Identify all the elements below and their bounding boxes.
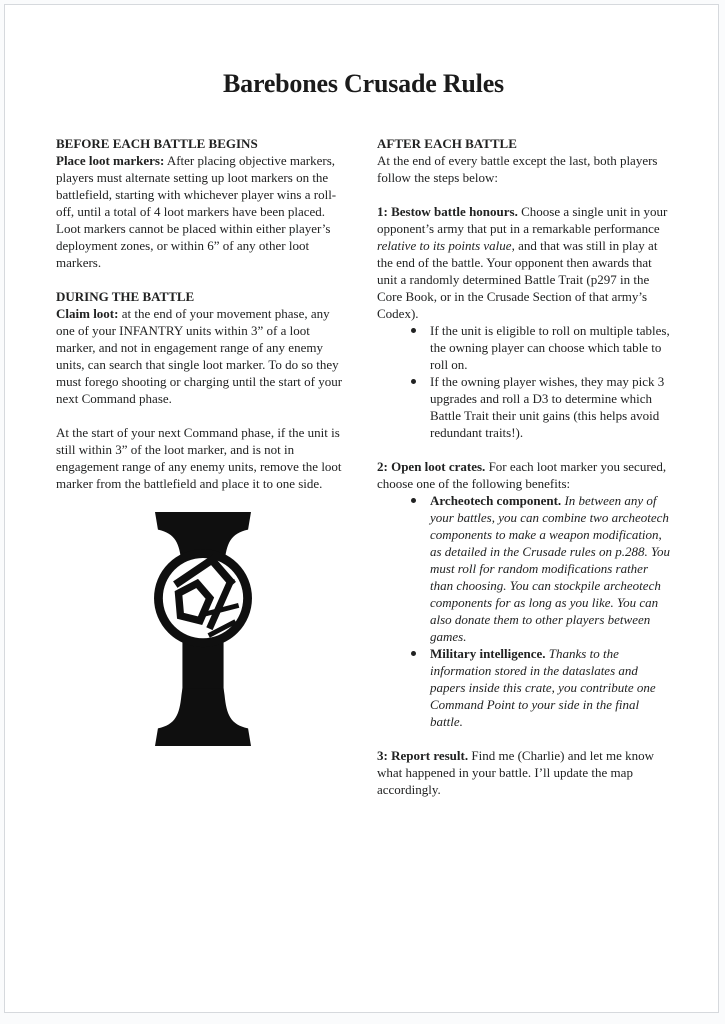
- bold-lead-step2: 2: Open loot crates.: [377, 459, 486, 474]
- paragraph-text: , and that was still in play at the end of the battle. Your opponent then awards that unit a randomly determined Battle Trait (p297 in the Core Book, or in the Crusade Section of that army’s Codex).: [377, 238, 658, 321]
- list-item-text: If the unit is eligible to roll on multiple tables, the owning player can choose which table to roll on.: [430, 323, 670, 372]
- paragraph-text: After placing objective markers, players must alternate setting up loot markers on the battlefield, starting with whichever player wins a roll-off, until a total of 4 loot markers have been placed. Loot markers cannot be placed within either player’s deployment zones, or within 6” of any other loot markers.: [56, 153, 337, 270]
- list-item-multiple-tables: [410, 322, 671, 373]
- bold-lead-step1: 1: Bestow battle honours.: [377, 204, 518, 219]
- document-content: [5, 5, 718, 815]
- page-title: Barebones Crusade Rules: [223, 69, 504, 98]
- italic-points-value: relative to its points value: [377, 238, 512, 253]
- inquisitorial-column-icon: [149, 509, 257, 749]
- paragraph-step3-report-result: [377, 747, 671, 798]
- step2-bullet-list: [377, 492, 671, 730]
- right-column: [377, 135, 671, 815]
- heading-during-the-battle: DURING THE BATTLE: [56, 289, 195, 304]
- heading-after-each-battle: AFTER EACH BATTLE: [377, 136, 517, 151]
- paragraph-claim-loot: [56, 305, 350, 407]
- bold-lead-step3: 3: Report result.: [377, 748, 469, 763]
- bold-lead-archeotech: Archeotech component.: [430, 493, 562, 508]
- bold-lead-military: Military intelligence.: [430, 646, 546, 661]
- heading-before-each-battle-begins: BEFORE EACH BATTLE BEGINS: [56, 136, 258, 151]
- paragraph-text: For each loot marker you secured, choose one of the following benefits:: [377, 459, 667, 491]
- two-column-layout: [56, 135, 671, 815]
- italic-archeotech-text: In between any of your battles, you can combine two archeotech components to make a weapon modification, as detailed in the Crusade rules on p.288. You must roll for random modifications rather than choosing. You can stockpile archeotech components for as long as you like. You can also donate them to other players between games.: [430, 493, 671, 644]
- list-item-text: If the owning player wishes, they may pick 3 upgrades and roll a D3 to determine which Battle Trait their unit gains (this helps avoid redundant traits!).: [430, 374, 665, 440]
- paragraph-text: at the end of your movement phase, any one of your INFANTRY units within 3” of a loot marker, and not in engagement range of any enemy units, can search that single loot marker. To do so they must forego shooting or charging until the start of your next Command phase.: [56, 306, 343, 406]
- paragraph-step2-open-loot-crates: [377, 458, 671, 492]
- list-item-archeotech-component: [410, 492, 671, 645]
- logo-container: [56, 509, 350, 749]
- bold-lead-claim-loot: Claim loot:: [56, 306, 119, 321]
- paragraph-place-loot-markers: [56, 152, 350, 271]
- bold-lead-place-loot-markers: Place loot markers:: [56, 153, 165, 168]
- paragraph-step1-bestow-battle-honours: [377, 203, 671, 322]
- italic-military-text: Thanks to the information stored in the dataslates and papers inside this crate, you contribute one Command Point to your side in the final battle.: [430, 646, 656, 729]
- document-page: [4, 4, 719, 1013]
- list-item-pick-upgrades: [410, 373, 671, 441]
- paragraph-text: Choose a single unit in your opponent’s army that put in a remarkable performance: [377, 204, 668, 236]
- paragraph-intro: At the end of every battle except the last, both players follow the steps below:: [377, 153, 658, 185]
- left-column: [56, 135, 350, 815]
- list-item-military-intelligence: [410, 645, 671, 730]
- step1-bullet-list: [377, 322, 671, 441]
- paragraph-text: Find me (Charlie) and let me know what happened in your battle. I’ll update the map accordingly.: [377, 748, 655, 797]
- paragraph-command-phase: At the start of your next Command phase, if the unit is still within 3” of the loot marker, and is not in engagement range of any enemy units, remove the loot marker from the battlefield and place it to one side.: [56, 425, 342, 491]
